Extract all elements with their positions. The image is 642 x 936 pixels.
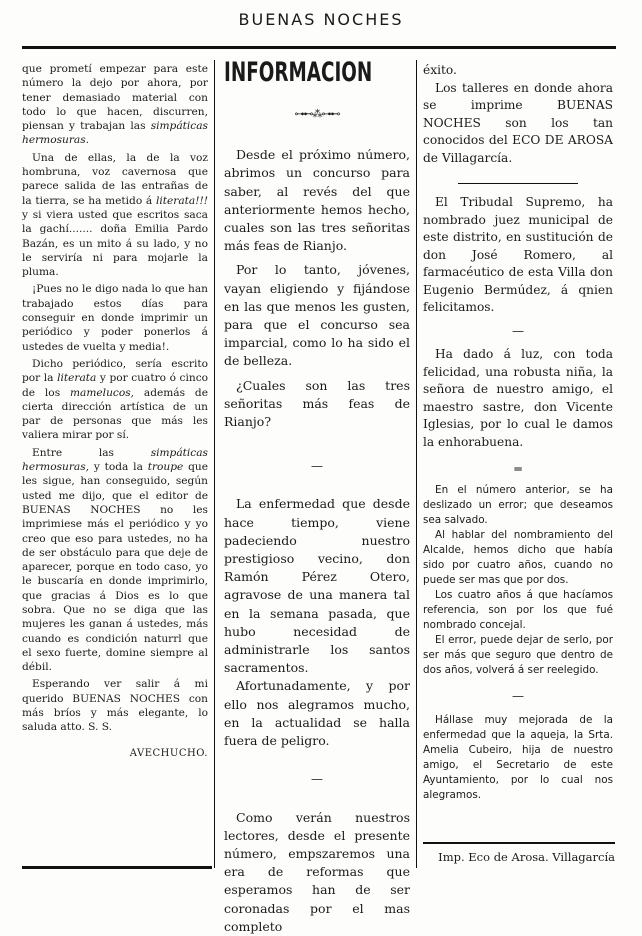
paragraph: ¿Cuales son las tres señoritas más feas de Rianjo?	[224, 377, 410, 430]
column-left	[22, 62, 208, 761]
paragraph: La enfermedad que desde hace tiempo, viene padeciendo nuestro prestigioso vecino, don Ramón Pérez Otero, agravose de una manera tal en la semana pasada, que hubo necesidad de administrarle los santos sacramentos.	[224, 496, 410, 676]
separator-dash: —	[311, 772, 323, 787]
separator-dash: —	[512, 688, 524, 703]
paragraph: Al hablar del nombramiento del Alcalde, hemos dicho que había sido por cuatro años, cuando no puede ser mas que por dos.	[423, 528, 613, 586]
bottom-rule-left	[22, 866, 212, 869]
separator-dash: —	[311, 459, 323, 474]
section-rule	[458, 183, 578, 184]
masthead-rule	[22, 46, 616, 49]
column-divider-right	[416, 60, 417, 868]
paragraph: El error, puede dejar de serlo, por ser más que seguro que dentro de dos años, volverá á ser reelegido.	[423, 633, 613, 676]
column-divider-left	[214, 60, 215, 868]
ornament: ⊶⊷⁂⊶⊷	[294, 109, 340, 120]
paragraph: éxito.	[423, 63, 457, 77]
paragraph: Una de ellas, la de la voz hombruna, voz cavernosa que parece salida de las entrañas de la tierra, se ha metido á literata!!! y si viera usted que escritos saca la gachí....... doña Emilia Pardo Bazán, es un mito á su lado, y no le serviría ni para mojarle la pluma.	[22, 151, 208, 279]
paragraph: Hállase muy mejorada de la enfermedad que la aqueja, la Srta. Amelia Cubeiro, hija de nuestro amigo, el Secretario de este Ayuntamiento, por lo cual nos alegramos.	[423, 714, 613, 801]
section-title: INFORMACION	[224, 57, 373, 88]
paragraph: Entre las simpáticas hermosuras, y toda la troupe que les sigue, han conseguido, según usted me dijo, que el editor de BUENAS NOCHES no les imprimiese más el periódico y yo creo que eso para ustedes, no ha de ser obstáculo para que deje de aparecer, porque en todo caso, yo le buscaría en donde imprimirlo, que gracias á Dios es lo que sobra. Que no se diga que las mujeres les ganan á ustedes, más cuando es condición naturrl que el sexo fuerte, domine siempre al débil.	[22, 446, 208, 674]
imprint-rule	[423, 842, 615, 844]
separator-double: ═	[514, 462, 522, 476]
paragraph: Como verán nuestros lectores, desde el presente número, empszaremos una era de reformas que esperamos han de ser coronadas por el mas completo	[224, 809, 410, 934]
paragraph: En el número anterior, se ha deslizado un error; que deseamos sea salvado.	[423, 483, 613, 526]
signature: AVECHUCHO.	[129, 747, 208, 759]
paragraph: Esperando ver salir á mi querido BUENAS NOCHES con más bríos y más elegante, lo saluda atto. S. S.	[22, 678, 208, 734]
column-right	[423, 62, 613, 803]
paragraph: Afortunadamente, y por ello nos alegramos mucho, en la actualidad se halla fuera de peligro.	[224, 678, 410, 749]
masthead: BUENAS NOCHES	[238, 10, 404, 29]
paragraph: Los cuatro años á que hacíamos referencia, son por los que fué nombrado concejal.	[423, 588, 613, 631]
paragraph: Ha dado á luz, con toda felicidad, una robusta niña, la señora de nuestro amigo, el maestro sastre, don Vicente Iglesias, por lo cual le damos la enhorabuena.	[423, 347, 613, 449]
paragraph: Por lo tanto, jóvenes, vayan eligiendo y fijándose en las que menos les gusten, para que el concurso sea imparcial, como lo ha sido el de belleza.	[224, 262, 410, 369]
separator-dash: —	[512, 323, 524, 338]
paragraph: ¡Pues no le digo nada lo que han trabajado estos días para conseguir en donde imprimir un periódico y poder ponerlos á ustedes de vuelta y media!.	[22, 283, 208, 353]
paragraph: Los talleres en donde ahora se imprime BUENAS NOCHES son los tan conocidos del ECO DE AROSA de Villagarcía.	[423, 80, 613, 165]
paragraph: El Tribudal Supremo, ha nombrado juez municipal de este distrito, en sustitución de don José Romero, al farmacéutico de esta Villa don Eugenio Bermúdez, á qnien felicitamos.	[423, 195, 613, 314]
imprint-line: Imp. Eco de Arosa. Villagarcía	[438, 850, 615, 864]
paragraph: Desde el próximo número, abrimos un concurso para saber, al revés del que anteriormente hemos hecho, cuales son las tres señoritas más feas de Rianjo.	[224, 147, 410, 254]
paragraph: Dicho periódico, sería escrito por la literata y por cuatro ó cinco de los mamelucos, además de cierta dirección artística de un par de personas que más les valiera mirar por sí.	[22, 357, 208, 442]
column-middle	[224, 57, 410, 936]
paragraph: que prometí empezar para este número la dejo por ahora, por tener demasiado material con todo lo que hacen, discurren, piensan y trabajan las simpáticas hermosuras.	[22, 63, 208, 147]
